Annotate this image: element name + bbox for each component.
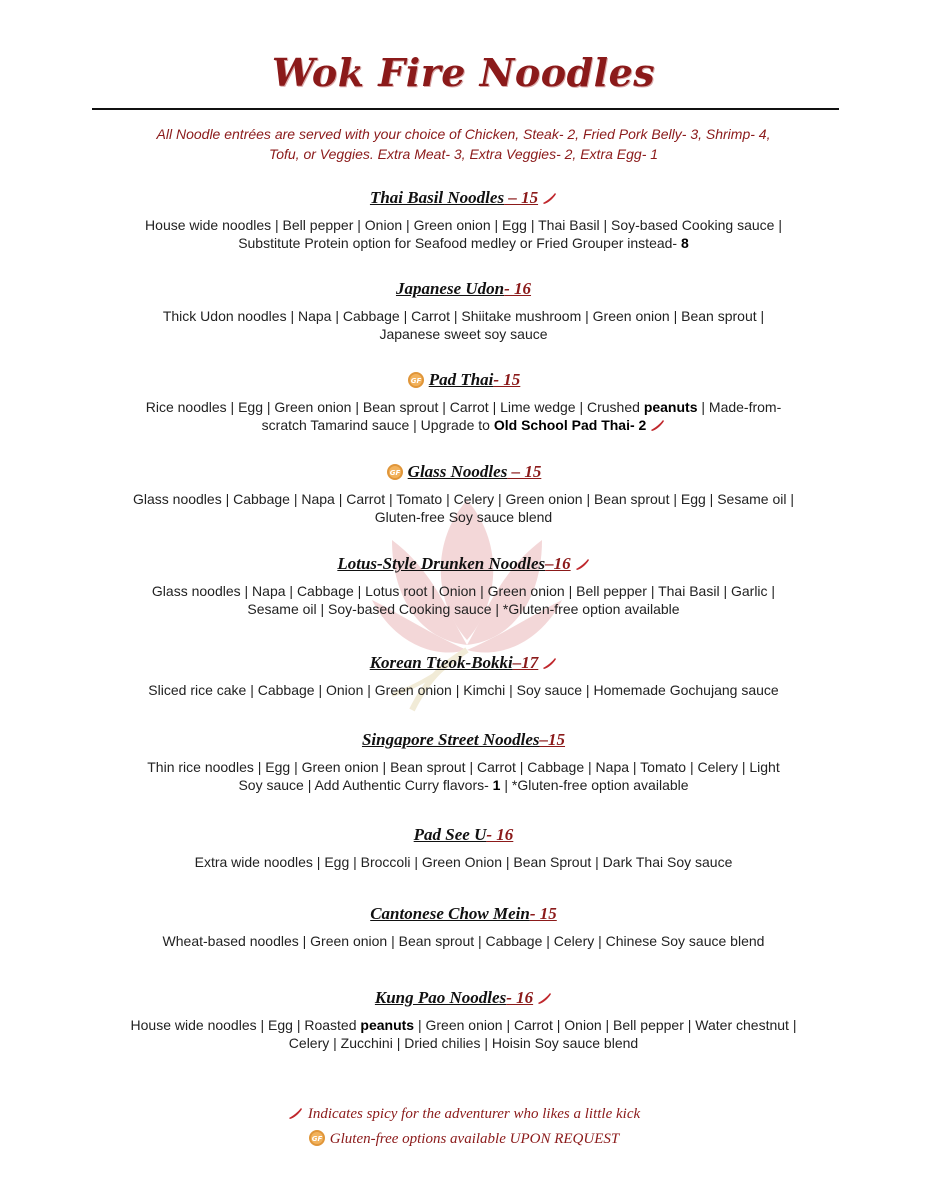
item-heading bbox=[100, 461, 827, 483]
item-description bbox=[100, 1016, 827, 1052]
item-price: –17 bbox=[512, 653, 539, 672]
item-desc-line: Gluten-free Soy sauce blend bbox=[374, 509, 553, 525]
menu-item-cantonese-chow-mein bbox=[100, 903, 827, 950]
menu-item-thai-basil-noodles bbox=[100, 187, 827, 252]
item-description bbox=[100, 490, 827, 526]
item-description bbox=[100, 758, 827, 794]
desc-text: Substitute Protein option for Seafood medley or Fried Grouper instead- bbox=[238, 235, 681, 251]
menu-title: Wok Fire Noodles bbox=[271, 50, 656, 95]
desc-text: scratch Tamarind sauce | Upgrade to bbox=[261, 417, 494, 433]
item-desc-line bbox=[100, 416, 827, 434]
title-divider bbox=[92, 108, 839, 110]
item-name: Glass Noodles bbox=[407, 462, 508, 481]
item-heading bbox=[100, 824, 827, 846]
item-price: - 16 bbox=[506, 988, 534, 1007]
item-name: Thai Basil Noodles bbox=[369, 188, 505, 207]
item-heading bbox=[100, 278, 827, 300]
item-name: Kung Pao Noodles bbox=[374, 988, 507, 1007]
item-description bbox=[100, 932, 827, 950]
chili-pepper-icon bbox=[649, 419, 665, 431]
item-price: - 15 bbox=[493, 370, 521, 389]
chili-pepper-icon bbox=[287, 1107, 303, 1119]
item-desc-line: Thin rice noodles | Egg | Green onion | Bean sprout | Carrot | Cabbage | Napa | Tomato | Celery | Light bbox=[147, 759, 780, 775]
desc-bold: 8 bbox=[681, 235, 689, 251]
item-heading bbox=[100, 903, 827, 925]
item-desc-line: House wide noodles | Bell pepper | Onion | Green onion | Egg | Thai Basil | Soy-based Cooking sauce | bbox=[145, 217, 782, 233]
desc-text: House wide noodles | Egg | Roasted bbox=[130, 1017, 361, 1033]
intro-note bbox=[120, 124, 807, 164]
item-heading bbox=[100, 729, 827, 751]
chili-pepper-icon bbox=[574, 558, 590, 570]
item-heading bbox=[100, 987, 827, 1009]
item-description bbox=[100, 681, 827, 699]
item-price: - 16 bbox=[504, 279, 532, 298]
item-description bbox=[100, 216, 827, 252]
item-heading bbox=[100, 187, 827, 209]
item-name: Pad See U bbox=[413, 825, 487, 844]
desc-bold: peanuts bbox=[643, 399, 698, 415]
item-description bbox=[100, 307, 827, 343]
item-name: Lotus-Style Drunken Noodles bbox=[337, 554, 546, 573]
desc-text: | *Gluten-free option available bbox=[500, 777, 689, 793]
chili-pepper-icon bbox=[536, 992, 552, 1004]
item-price: – 15 bbox=[507, 462, 542, 481]
item-name: Korean Tteok-Bokki bbox=[369, 653, 513, 672]
desc-text: Soy sauce | Add Authentic Curry flavors- bbox=[238, 777, 493, 793]
chili-pepper-icon bbox=[541, 657, 557, 669]
intro-line-2: Tofu, or Veggies. Extra Meat- 3, Extra Veggies- 2, Extra Egg- 1 bbox=[268, 146, 659, 162]
svg-text:GF: GF bbox=[311, 1135, 323, 1143]
item-desc-line bbox=[100, 398, 827, 416]
menu-item-lotus-drunken-noodles bbox=[100, 553, 827, 618]
item-desc-line bbox=[100, 776, 827, 794]
menu-item-japanese-udon bbox=[100, 278, 827, 343]
legend-gf-emphasis: UPON REQUEST bbox=[509, 1131, 620, 1147]
item-price: - 16 bbox=[486, 825, 514, 844]
legend-spicy-text: Indicates spicy for the adventurer who likes a little kick bbox=[307, 1106, 641, 1122]
item-name: Singapore Street Noodles bbox=[361, 730, 540, 749]
menu-item-korean-tteok-bokki bbox=[100, 652, 827, 699]
desc-text: Rice noodles | Egg | Green onion | Bean sprout | Carrot | Lime wedge | Crushed bbox=[145, 399, 644, 415]
desc-text: | Green onion | Carrot | Onion | Bell pepper | Water chestnut | bbox=[414, 1017, 797, 1033]
legend-gf-text: Gluten-free options available bbox=[329, 1131, 510, 1147]
item-price: - 15 bbox=[529, 904, 557, 923]
item-desc-line: Glass noodles | Napa | Cabbage | Lotus root | Onion | Green onion | Bell pepper | Thai Basil | Garlic | bbox=[151, 583, 776, 599]
desc-text: | Made-from- bbox=[697, 399, 782, 415]
item-desc-line: Thick Udon noodles | Napa | Cabbage | Carrot | Shiitake mushroom | Green onion | Bean sprout | bbox=[162, 308, 765, 324]
item-desc-line bbox=[100, 234, 827, 252]
item-name: Cantonese Chow Mein bbox=[370, 904, 530, 923]
item-desc-line: Japanese sweet soy sauce bbox=[379, 326, 548, 342]
item-desc-line: Extra wide noodles | Egg | Broccoli | Green Onion | Bean Sprout | Dark Thai Soy sauce bbox=[194, 854, 733, 870]
item-desc-line: Wheat-based noodles | Green onion | Bean sprout | Cabbage | Celery | Chinese Soy sauce blend bbox=[162, 933, 765, 949]
item-description bbox=[100, 398, 827, 434]
item-desc-line bbox=[100, 1016, 827, 1034]
menu-item-pad-see-u bbox=[100, 824, 827, 871]
menu-item-pad-thai bbox=[100, 369, 827, 434]
menu-item-kung-pao-noodles bbox=[100, 987, 827, 1052]
gf-badge-icon bbox=[407, 371, 425, 389]
item-price: – 15 bbox=[504, 188, 539, 207]
legend-gluten-free bbox=[0, 1129, 927, 1148]
desc-bold: Old School Pad Thai- 2 bbox=[493, 417, 647, 433]
intro-line-1: All Noodle entrées are served with your choice of Chicken, Steak- 2, Fried Pork Belly- 3, Shrimp- 4, bbox=[156, 126, 771, 142]
item-price: –16 bbox=[545, 554, 571, 573]
desc-bold: peanuts bbox=[360, 1017, 415, 1033]
item-description bbox=[100, 582, 827, 618]
legend-spicy bbox=[0, 1106, 927, 1123]
item-heading bbox=[100, 553, 827, 575]
item-description bbox=[100, 853, 827, 871]
gf-badge-icon bbox=[308, 1129, 326, 1147]
desc-bold: 1 bbox=[492, 777, 501, 793]
item-desc-line: Celery | Zucchini | Dried chilies | Hoisin Soy sauce blend bbox=[288, 1035, 639, 1051]
chili-pepper-icon bbox=[541, 192, 557, 204]
item-desc-line: Sesame oil | Soy-based Cooking sauce | *Gluten-free option available bbox=[247, 601, 680, 617]
item-desc-line: Glass noodles | Cabbage | Napa | Carrot | Tomato | Celery | Green onion | Bean sprout | Egg | Sesame oil | bbox=[132, 491, 794, 507]
item-name: Pad Thai bbox=[428, 370, 494, 389]
item-desc-line: Sliced rice cake | Cabbage | Onion | Green onion | Kimchi | Soy sauce | Homemade Gochujang sauce bbox=[148, 682, 779, 698]
item-heading bbox=[100, 652, 827, 674]
menu-item-singapore-street-noodles bbox=[100, 729, 827, 794]
svg-text:GF: GF bbox=[389, 469, 400, 477]
menu-item-glass-noodles bbox=[100, 461, 827, 526]
item-price: –15 bbox=[539, 730, 566, 749]
gf-badge-icon bbox=[386, 463, 404, 481]
item-heading bbox=[100, 369, 827, 391]
svg-text:GF: GF bbox=[410, 377, 421, 385]
item-name: Japanese Udon bbox=[395, 279, 505, 298]
